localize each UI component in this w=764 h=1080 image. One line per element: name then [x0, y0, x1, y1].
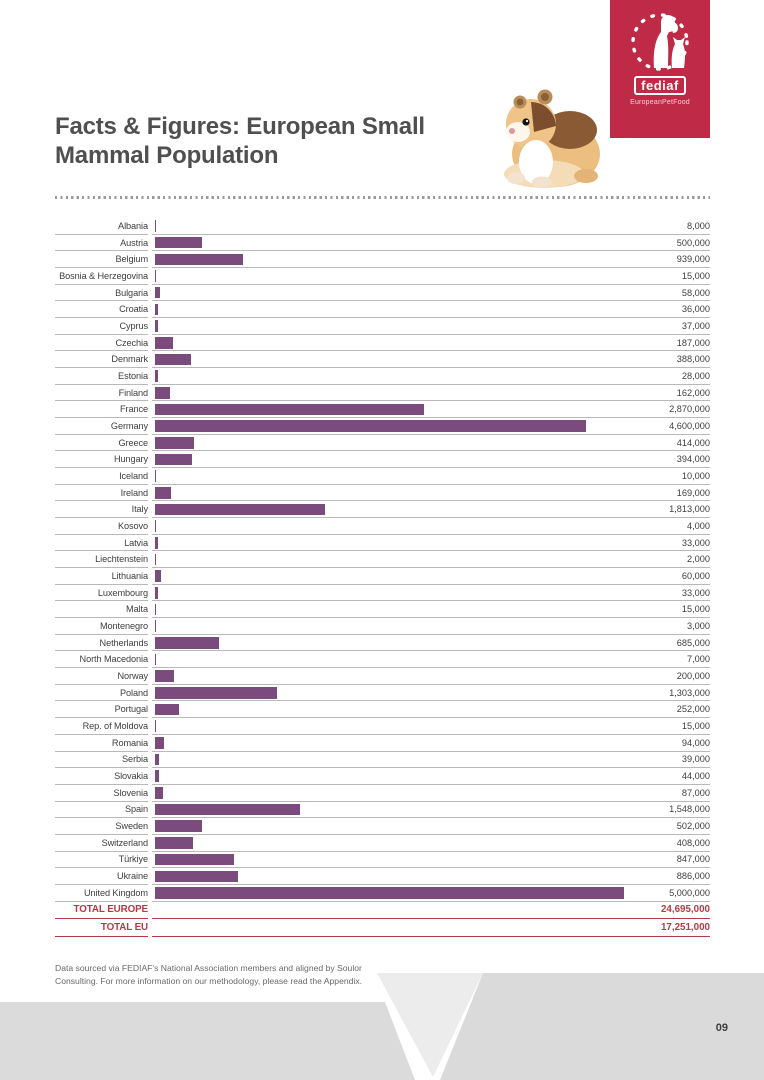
population-value: 388,000 — [676, 354, 710, 365]
cat-silhouette — [672, 37, 685, 68]
country-label: Croatia — [55, 301, 148, 318]
fediaf-logo — [610, 0, 710, 138]
population-bar — [155, 770, 159, 782]
bar-track — [152, 318, 710, 335]
chart-row — [55, 251, 710, 268]
population-value: 169,000 — [676, 487, 710, 498]
chart-row — [55, 668, 710, 685]
chart-row — [55, 618, 710, 635]
bar-track — [152, 835, 710, 852]
country-label: Hungary — [55, 451, 148, 468]
country-label: Denmark — [55, 351, 148, 368]
fediaf-brand: fediaf — [634, 76, 686, 95]
population-bar — [155, 254, 243, 266]
total-row — [55, 902, 710, 920]
bar-track — [152, 818, 710, 835]
population-value: 414,000 — [676, 437, 710, 448]
population-value: 15,000 — [681, 270, 710, 281]
country-label: Latvia — [55, 535, 148, 552]
bar-track — [152, 718, 710, 735]
population-bar — [155, 270, 156, 282]
bar-track — [152, 551, 710, 568]
population-value: 2,000 — [687, 554, 710, 565]
bar-track — [152, 435, 710, 452]
bar-track — [152, 852, 710, 869]
bar-track — [152, 451, 710, 468]
bar-track — [152, 501, 710, 518]
country-label: Romania — [55, 735, 148, 752]
country-label: Lithuania — [55, 568, 148, 585]
country-label: Netherlands — [55, 635, 148, 652]
population-value: 8,000 — [687, 220, 710, 231]
population-bar — [155, 837, 193, 849]
population-value: 10,000 — [681, 470, 710, 481]
population-value: 1,548,000 — [669, 804, 710, 815]
bar-track — [152, 701, 710, 718]
population-value: 252,000 — [676, 704, 710, 715]
population-value: 1,303,000 — [669, 687, 710, 698]
population-value: 15,000 — [681, 604, 710, 615]
chart-row — [55, 701, 710, 718]
chart-row — [55, 268, 710, 285]
total-row — [55, 919, 710, 937]
population-value: 200,000 — [676, 670, 710, 681]
bar-track — [152, 268, 710, 285]
bar-track — [152, 251, 710, 268]
country-label: Kosovo — [55, 518, 148, 535]
chart-row — [55, 752, 710, 769]
chart-row — [55, 218, 710, 235]
chart-row — [55, 335, 710, 352]
total-rows — [55, 902, 710, 937]
bar-track — [152, 635, 710, 652]
bar-track — [152, 218, 710, 235]
chart-row — [55, 518, 710, 535]
chart-row — [55, 768, 710, 785]
population-value: 939,000 — [676, 254, 710, 265]
country-label: Italy — [55, 501, 148, 518]
country-label: Greece — [55, 435, 148, 452]
population-value: 58,000 — [681, 287, 710, 298]
population-bar — [155, 470, 156, 482]
bar-track — [152, 685, 710, 702]
population-value: 2,870,000 — [669, 404, 710, 415]
chart-row — [55, 301, 710, 318]
population-value: 33,000 — [681, 537, 710, 548]
chart-row — [55, 468, 710, 485]
country-label: North Macedonia — [55, 651, 148, 668]
chart-row — [55, 235, 710, 252]
population-bar — [155, 704, 179, 716]
country-label: TOTAL EUROPE — [55, 902, 148, 920]
population-bar — [155, 487, 171, 499]
bar-track — [152, 535, 710, 552]
chart-row — [55, 551, 710, 568]
population-value: 5,000,000 — [669, 887, 710, 898]
country-label: Portugal — [55, 701, 148, 718]
page-title-line1: Facts & Figures: European Small — [55, 113, 425, 140]
bar-track — [152, 368, 710, 385]
country-label: Ukraine — [55, 868, 148, 885]
bar-track — [152, 335, 710, 352]
population-value: 502,000 — [676, 821, 710, 832]
population-value: 37,000 — [681, 320, 710, 331]
bar-track — [152, 601, 710, 618]
population-value: 24,695,000 — [660, 904, 710, 916]
country-label: Serbia — [55, 752, 148, 769]
population-bar — [155, 670, 174, 682]
country-label: Bulgaria — [55, 285, 148, 302]
country-label: Bosnia & Herzegovina — [55, 268, 148, 285]
country-rows — [55, 218, 710, 902]
chart-row — [55, 285, 710, 302]
chart-row — [55, 451, 710, 468]
chart-row — [55, 868, 710, 885]
bar-track — [152, 651, 710, 668]
country-label: Sweden — [55, 818, 148, 835]
bar-track — [152, 618, 710, 635]
country-label: Montenegro — [55, 618, 148, 635]
chart-row — [55, 635, 710, 652]
bar-track — [152, 668, 710, 685]
country-label: Germany — [55, 418, 148, 435]
chart-row — [55, 435, 710, 452]
population-bar — [155, 587, 158, 599]
bar-track — [152, 568, 710, 585]
population-bar — [155, 404, 424, 416]
country-label: Luxembourg — [55, 585, 148, 602]
page-number: 09 — [715, 1022, 728, 1034]
chart-row — [55, 885, 710, 902]
chart-row — [55, 418, 710, 435]
country-label: Slovenia — [55, 785, 148, 802]
country-label: Albania — [55, 218, 148, 235]
bar-track — [152, 768, 710, 785]
population-bar — [155, 871, 238, 883]
country-label: Czechia — [55, 335, 148, 352]
population-value: 33,000 — [681, 587, 710, 598]
chart-row — [55, 818, 710, 835]
bar-track — [152, 919, 710, 937]
population-value: 7,000 — [687, 654, 710, 665]
country-label: TOTAL EU — [55, 919, 148, 937]
country-label: Malta — [55, 601, 148, 618]
chart-row — [55, 785, 710, 802]
population-value: 17,251,000 — [660, 921, 710, 933]
population-bar — [155, 420, 586, 432]
population-value: 847,000 — [676, 854, 710, 865]
country-label: Türkiye — [55, 852, 148, 869]
population-value: 500,000 — [676, 237, 710, 248]
country-label: Norway — [55, 668, 148, 685]
chart-row — [55, 385, 710, 402]
country-label: Iceland — [55, 468, 148, 485]
fediaf-tagline: EuropeanPetFood — [630, 99, 690, 106]
population-bar — [155, 737, 164, 749]
population-value: 28,000 — [681, 370, 710, 381]
population-bar — [155, 304, 158, 316]
population-value: 408,000 — [676, 837, 710, 848]
country-label: Austria — [55, 235, 148, 252]
population-value: 4,000 — [687, 520, 710, 531]
population-bar — [155, 337, 173, 349]
population-value: 187,000 — [676, 337, 710, 348]
population-value: 94,000 — [681, 737, 710, 748]
population-bar — [155, 437, 194, 449]
bar-track — [152, 585, 710, 602]
population-bar — [155, 804, 300, 816]
country-label: United Kingdom — [55, 885, 148, 902]
bar-track — [152, 902, 710, 920]
chart-row — [55, 685, 710, 702]
bar-track — [152, 468, 710, 485]
bar-track — [152, 418, 710, 435]
bar-track — [152, 351, 710, 368]
population-bar — [155, 354, 191, 366]
population-bar — [155, 887, 624, 899]
bar-track — [152, 885, 710, 902]
population-bar — [155, 504, 325, 516]
country-label: Slovakia — [55, 768, 148, 785]
population-value: 15,000 — [681, 720, 710, 731]
population-value: 1,813,000 — [669, 504, 710, 515]
bar-track — [152, 485, 710, 502]
bar-track — [152, 235, 710, 252]
population-bar — [155, 370, 158, 382]
bar-track — [152, 802, 710, 819]
population-bar-chart — [55, 218, 710, 937]
chart-row — [55, 535, 710, 552]
population-value: 87,000 — [681, 787, 710, 798]
population-bar — [155, 570, 161, 582]
population-value: 685,000 — [676, 637, 710, 648]
population-value: 394,000 — [676, 454, 710, 465]
population-value: 36,000 — [681, 304, 710, 315]
country-label: Switzerland — [55, 835, 148, 852]
country-label: Poland — [55, 685, 148, 702]
chart-row — [55, 501, 710, 518]
footer-band — [0, 972, 764, 1080]
country-label: Liechtenstein — [55, 551, 148, 568]
dotted-divider — [55, 196, 710, 199]
bar-track — [152, 735, 710, 752]
population-value: 39,000 — [681, 754, 710, 765]
population-bar — [155, 237, 202, 249]
chart-row — [55, 568, 710, 585]
population-value: 886,000 — [676, 871, 710, 882]
country-label: France — [55, 401, 148, 418]
hamster-photo — [482, 82, 612, 192]
source-footnote-line1: Data sourced via FEDIAF's National Association members and aligned by Soulor — [55, 963, 362, 973]
chart-row — [55, 651, 710, 668]
population-bar — [155, 820, 202, 832]
country-label: Estonia — [55, 368, 148, 385]
chart-row — [55, 351, 710, 368]
page-title — [55, 112, 425, 170]
population-bar — [155, 854, 234, 866]
bar-track — [152, 785, 710, 802]
population-value: 60,000 — [681, 570, 710, 581]
country-label: Rep. of Moldova — [55, 718, 148, 735]
population-value: 162,000 — [676, 387, 710, 398]
bar-track — [152, 401, 710, 418]
population-bar — [155, 220, 156, 232]
population-bar — [155, 320, 158, 332]
bar-track — [152, 868, 710, 885]
source-footnote-line2: Consulting. For more information on our methodology, please read the Appendix. — [55, 976, 363, 986]
chart-row — [55, 318, 710, 335]
bar-track — [152, 518, 710, 535]
chart-row — [55, 852, 710, 869]
chart-row — [55, 835, 710, 852]
population-bar — [155, 287, 160, 299]
population-value: 4,600,000 — [669, 420, 710, 431]
chart-row — [55, 585, 710, 602]
population-bar — [155, 637, 219, 649]
population-bar — [155, 604, 156, 616]
chart-row — [55, 401, 710, 418]
bar-track — [152, 752, 710, 769]
population-bar — [155, 687, 277, 699]
page-title-line2: Mammal Population — [55, 142, 279, 169]
bar-track — [152, 301, 710, 318]
chart-row — [55, 802, 710, 819]
country-label: Spain — [55, 802, 148, 819]
population-value: 3,000 — [687, 620, 710, 631]
bar-track — [152, 385, 710, 402]
population-bar — [155, 787, 163, 799]
population-value: 44,000 — [681, 771, 710, 781]
pets-silhouette-icon — [628, 10, 692, 74]
population-bar — [155, 537, 158, 549]
chart-row — [55, 718, 710, 735]
population-bar — [155, 754, 159, 766]
population-bar — [155, 387, 170, 399]
chart-row — [55, 735, 710, 752]
chart-row — [55, 368, 710, 385]
country-label: Finland — [55, 385, 148, 402]
population-bar — [155, 654, 156, 666]
country-label: Belgium — [55, 251, 148, 268]
chart-row — [55, 601, 710, 618]
country-label: Cyprus — [55, 318, 148, 335]
chart-row — [55, 485, 710, 502]
population-bar — [155, 720, 156, 732]
population-bar — [155, 454, 192, 466]
country-label: Ireland — [55, 485, 148, 502]
bar-track — [152, 285, 710, 302]
